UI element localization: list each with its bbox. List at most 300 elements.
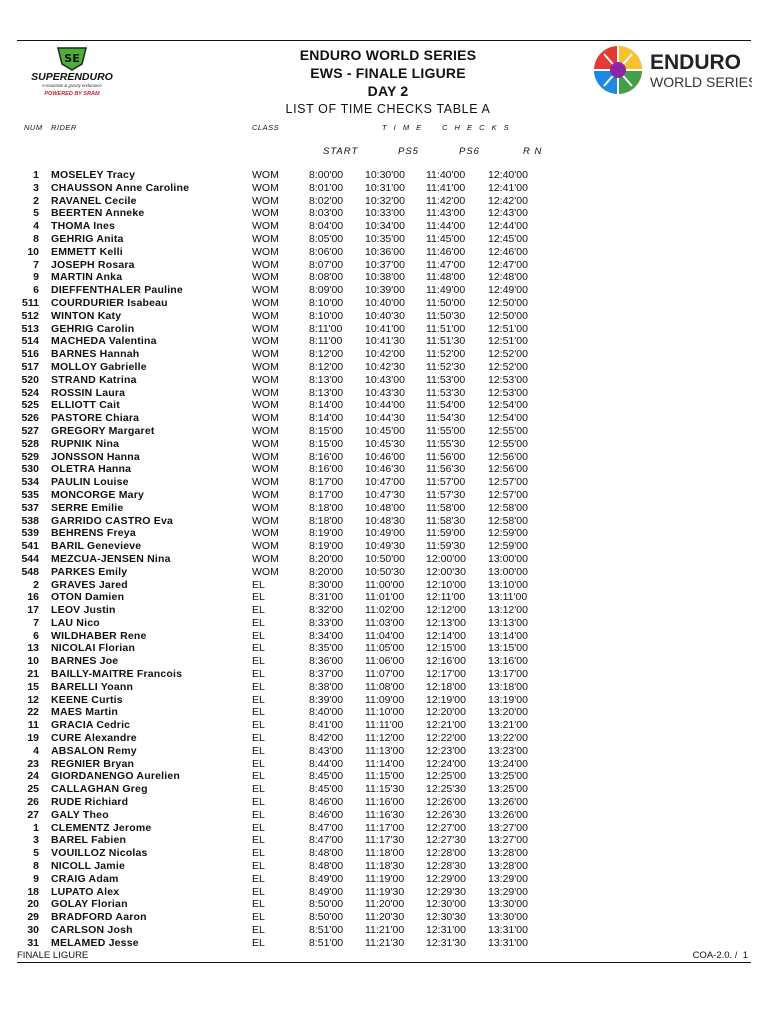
table-row	[0, 374, 768, 387]
ps5-time: 10:46'00	[365, 450, 405, 463]
ps5-time: 11:06'00	[365, 655, 405, 668]
column-rn: R N	[523, 146, 543, 157]
table-row	[0, 246, 768, 259]
ps6-time: 11:53'30	[426, 386, 466, 399]
start-time: 8:39'00	[309, 693, 344, 706]
rn-time: 12:46'00	[488, 245, 528, 258]
rn-time: 12:48'00	[488, 271, 528, 284]
table-row	[0, 425, 768, 438]
rn-time: 13:30'00	[488, 911, 528, 924]
svg-text:SUPERENDURO: SUPERENDURO	[31, 71, 113, 83]
start-time: 8:16'00	[309, 450, 344, 463]
rider-number: 11	[27, 719, 39, 732]
ps5-time: 11:09'00	[365, 693, 405, 706]
ps5-time: 10:49'00	[365, 527, 405, 540]
table-row	[0, 745, 768, 758]
rider-number: 1	[33, 169, 39, 181]
rider-name: RAVANEL Cecile	[51, 194, 137, 207]
rider-class: EL	[252, 578, 265, 591]
start-time: 8:15'00	[309, 424, 344, 437]
rn-time: 12:59'00	[488, 527, 528, 540]
event-title: EWS - FINALE LIGURE	[310, 65, 466, 81]
rider-name: ABSALON Remy	[51, 744, 137, 757]
table-row	[0, 937, 768, 950]
ps6-time: 11:56'00	[426, 450, 466, 463]
table-row	[0, 438, 768, 451]
svg-text:POWERED BY SRAM: POWERED BY SRAM	[44, 91, 100, 97]
rider-class: EL	[252, 847, 265, 860]
start-time: 8:49'00	[309, 872, 344, 885]
list-subtitle: LIST OF TIME CHECKS TABLE A	[285, 102, 491, 116]
ps6-time: 11:57'00	[426, 476, 466, 489]
rider-class: EL	[252, 706, 265, 719]
start-time: 8:08'00	[309, 271, 344, 284]
rider-name: JOSEPH Rosara	[51, 258, 135, 271]
ps5-time: 10:39'00	[365, 284, 405, 297]
ps5-time: 10:43'00	[365, 373, 405, 386]
rider-name: KEENE Curtis	[51, 693, 123, 706]
rn-time: 12:59'00	[488, 540, 528, 553]
ps5-time: 10:31'00	[365, 181, 405, 194]
table-row	[0, 476, 768, 489]
table-row	[0, 668, 768, 681]
table-row	[0, 463, 768, 476]
table-row	[0, 259, 768, 272]
ps6-time: 11:50'00	[426, 296, 466, 309]
rider-number: 15	[27, 680, 39, 693]
ps6-time: 12:00'00	[426, 552, 466, 565]
rider-class: WOM	[252, 463, 279, 476]
table-row	[0, 566, 768, 579]
rn-time: 13:22'00	[488, 732, 528, 745]
rider-number: 18	[27, 885, 39, 898]
rider-class: WOM	[252, 527, 279, 540]
ps6-time: 12:22'00	[426, 732, 466, 745]
svg-text:WORLD SERIES: WORLD SERIES	[650, 74, 752, 90]
rn-time: 13:15'00	[488, 642, 528, 655]
ps6-time: 11:44'00	[426, 220, 466, 233]
table-row	[0, 604, 768, 617]
table-row	[0, 911, 768, 924]
start-time: 8:48'00	[309, 860, 344, 873]
rn-time: 13:29'00	[488, 872, 528, 885]
start-time: 8:02'00	[309, 194, 344, 207]
day-title: DAY 2	[367, 83, 409, 99]
rn-time: 13:28'00	[488, 860, 528, 873]
ps5-time: 10:42'00	[365, 348, 405, 361]
start-time: 8:37'00	[309, 668, 344, 681]
ps6-time: 11:51'00	[426, 322, 466, 335]
start-time: 8:20'00	[309, 565, 344, 578]
table-row	[0, 719, 768, 732]
ps6-time: 11:55'30	[426, 437, 466, 450]
start-time: 8:49'00	[309, 885, 344, 898]
ps5-time: 10:36'00	[365, 245, 405, 258]
rider-class: WOM	[252, 565, 279, 578]
ps6-time: 12:27'00	[426, 821, 466, 834]
rider-class: EL	[252, 616, 265, 629]
rider-name: WINTON Katy	[51, 309, 122, 322]
rider-name: CLEMENTZ Jerome	[51, 821, 152, 834]
rider-class: WOM	[252, 232, 279, 245]
time-checks-table	[0, 169, 768, 950]
ps6-time: 11:40'00	[426, 169, 466, 181]
rn-time: 12:53'00	[488, 373, 528, 386]
rn-time: 12:40'00	[488, 169, 528, 181]
table-row	[0, 886, 768, 899]
rider-number: 3	[33, 181, 39, 194]
start-time: 8:30'00	[309, 578, 344, 591]
table-row	[0, 220, 768, 233]
rider-number: 27	[27, 808, 39, 821]
rider-number: 3	[33, 834, 39, 847]
ps5-time: 10:48'30	[365, 514, 405, 527]
rn-time: 13:00'00	[488, 552, 528, 565]
rn-time: 12:51'00	[488, 335, 528, 348]
rider-name: GEHRIG Anita	[51, 232, 124, 245]
ps5-time: 10:48'00	[365, 501, 405, 514]
table-row	[0, 195, 768, 208]
ps5-time: 11:07'00	[365, 668, 405, 681]
rn-time: 13:17'00	[488, 668, 528, 681]
rider-number: 1	[33, 821, 39, 834]
ps5-time: 11:19'30	[365, 885, 405, 898]
rider-number: 535	[21, 488, 39, 501]
rider-number: 17	[27, 604, 39, 617]
rider-name: MACHEDA Valentina	[51, 335, 157, 348]
ps5-time: 11:15'00	[365, 770, 405, 783]
ps6-time: 11:56'30	[426, 463, 466, 476]
start-time: 8:10'00	[309, 296, 344, 309]
rider-name: EMMETT Kelli	[51, 245, 123, 258]
ps6-time: 12:16'00	[426, 655, 466, 668]
rider-class: EL	[252, 744, 265, 757]
table-row	[0, 361, 768, 374]
ps5-time: 10:45'00	[365, 424, 405, 437]
rider-name: LUPATO Alex	[51, 885, 120, 898]
rider-number: 12	[27, 693, 39, 706]
rider-class: EL	[252, 860, 265, 873]
rider-class: EL	[252, 834, 265, 847]
ps6-time: 12:31'00	[426, 924, 466, 937]
rn-time: 12:45'00	[488, 232, 528, 245]
rn-time: 12:44'00	[488, 220, 528, 233]
start-time: 8:16'00	[309, 463, 344, 476]
ps5-time: 10:37'00	[365, 258, 405, 271]
rider-name: BEHRENS Freya	[51, 527, 136, 540]
rn-time: 12:41'00	[488, 181, 528, 194]
rider-name: CURE Alexandre	[51, 732, 137, 745]
table-row	[0, 834, 768, 847]
rider-name: THOMA Ines	[51, 220, 116, 233]
rider-name: MOLLOY Gabrielle	[51, 360, 147, 373]
table-row	[0, 847, 768, 860]
table-row	[0, 553, 768, 566]
start-time: 8:47'00	[309, 821, 344, 834]
rider-name: BAREL Fabien	[51, 834, 127, 847]
ps5-time: 10:40'00	[365, 296, 405, 309]
start-time: 8:09'00	[309, 284, 344, 297]
rider-number: 526	[21, 412, 39, 425]
rider-class: EL	[252, 936, 265, 949]
rider-class: WOM	[252, 194, 279, 207]
ps5-time: 10:43'30	[365, 386, 405, 399]
rider-class: WOM	[252, 245, 279, 258]
table-row	[0, 822, 768, 835]
start-time: 8:42'00	[309, 732, 344, 745]
rider-name: OTON Damien	[51, 591, 125, 604]
rider-name: MEZCUA-JENSEN Nina	[51, 552, 171, 565]
ps5-time: 11:00'00	[365, 578, 405, 591]
rn-time: 13:25'00	[488, 783, 528, 796]
ps5-time: 10:50'30	[365, 565, 405, 578]
ps6-time: 12:27'30	[426, 834, 466, 847]
rider-class: WOM	[252, 476, 279, 489]
ps6-time: 12:26'30	[426, 808, 466, 821]
rider-name: BARNES Joe	[51, 655, 119, 668]
rider-class: WOM	[252, 207, 279, 220]
ps6-time: 12:13'00	[426, 616, 466, 629]
start-time: 8:51'00	[309, 936, 344, 949]
rider-number: 527	[21, 424, 39, 437]
ps6-time: 12:18'00	[426, 680, 466, 693]
rider-number: 8	[33, 232, 39, 245]
rider-number: 4	[33, 220, 39, 233]
ps6-time: 11:42'00	[426, 194, 466, 207]
start-time: 8:13'00	[309, 386, 344, 399]
rider-name: MOSELEY Tracy	[51, 169, 136, 181]
ps6-time: 11:46'00	[426, 245, 466, 258]
ps5-time: 11:17'30	[365, 834, 405, 847]
start-time: 8:14'00	[309, 412, 344, 425]
column-start: START	[323, 146, 359, 157]
rider-name: NICOLL Jamie	[51, 860, 125, 873]
ps5-time: 10:38'00	[365, 271, 405, 284]
ps6-time: 11:54'00	[426, 399, 466, 412]
ps5-time: 10:45'30	[365, 437, 405, 450]
start-time: 8:06'00	[309, 245, 344, 258]
ps6-time: 11:52'00	[426, 348, 466, 361]
rider-number: 528	[21, 437, 39, 450]
series-title: ENDURO WORLD SERIES	[299, 47, 477, 63]
enduro-world-series-logo	[592, 44, 752, 96]
rn-time: 13:29'00	[488, 885, 528, 898]
ps6-time: 12:10'00	[426, 578, 466, 591]
rn-time: 13:26'00	[488, 808, 528, 821]
rn-time: 13:27'00	[488, 821, 528, 834]
rider-number: 9	[33, 271, 39, 284]
table-row	[0, 207, 768, 220]
rider-class: EL	[252, 680, 265, 693]
rider-class: WOM	[252, 399, 279, 412]
start-time: 8:04'00	[309, 220, 344, 233]
rider-class: EL	[252, 604, 265, 617]
rider-class: EL	[252, 911, 265, 924]
rider-name: CALLAGHAN Greg	[51, 783, 148, 796]
ps6-time: 11:54'30	[426, 412, 466, 425]
rider-number: 538	[21, 514, 39, 527]
table-row	[0, 387, 768, 400]
report-header	[240, 46, 536, 116]
rider-class: WOM	[252, 488, 279, 501]
table-row	[0, 284, 768, 297]
rider-class: WOM	[252, 169, 279, 181]
rider-class: EL	[252, 885, 265, 898]
start-time: 8:11'00	[309, 322, 343, 335]
rider-number: 2	[33, 578, 39, 591]
ps6-time: 11:47'00	[426, 258, 466, 271]
rn-time: 13:24'00	[488, 757, 528, 770]
rider-name: OLETRA Hanna	[51, 463, 132, 476]
rider-number: 25	[27, 783, 39, 796]
ps5-time: 11:20'00	[365, 898, 405, 911]
rn-time: 12:50'00	[488, 309, 528, 322]
table-row	[0, 412, 768, 425]
ps6-time: 12:19'00	[426, 693, 466, 706]
rider-name: CARLSON Josh	[51, 924, 133, 937]
rider-name: ROSSIN Laura	[51, 386, 126, 399]
rider-name: NICOLAI Florian	[51, 642, 136, 655]
rider-number: 10	[27, 655, 39, 668]
column-time-checks: T I M E C H E C K S	[382, 123, 512, 132]
rider-name: GARRIDO CASTRO Eva	[51, 514, 174, 527]
rider-name: BARNES Hannah	[51, 348, 140, 361]
start-time: 8:17'00	[309, 488, 344, 501]
ps5-time: 11:01'00	[365, 591, 405, 604]
rider-class: EL	[252, 783, 265, 796]
table-row	[0, 502, 768, 515]
ps6-time: 11:43'00	[426, 207, 466, 220]
table-row	[0, 706, 768, 719]
table-row	[0, 796, 768, 809]
table-row	[0, 630, 768, 643]
rider-class: WOM	[252, 220, 279, 233]
rider-class: WOM	[252, 501, 279, 514]
ps5-time: 11:20'30	[365, 911, 405, 924]
rn-time: 12:57'00	[488, 476, 528, 489]
rider-number: 20	[27, 898, 39, 911]
rider-name: GREGORY Margaret	[51, 424, 155, 437]
ps5-time: 11:13'00	[365, 744, 405, 757]
ps5-time: 10:40'30	[365, 309, 405, 322]
rider-name: MARTIN Anka	[51, 271, 123, 284]
rider-name: JONSSON Hanna	[51, 450, 140, 463]
ps5-time: 11:17'00	[365, 821, 405, 834]
rider-name: GALY Theo	[51, 808, 109, 821]
rider-number: 548	[21, 565, 39, 578]
rider-number: 537	[21, 501, 39, 514]
table-row	[0, 783, 768, 796]
rider-number: 6	[33, 284, 39, 297]
rider-number: 29	[27, 911, 39, 924]
table-row	[0, 681, 768, 694]
ps6-time: 11:58'30	[426, 514, 466, 527]
rider-number: 2	[33, 194, 39, 207]
rider-number: 8	[33, 860, 39, 873]
ps6-time: 12:12'00	[426, 604, 466, 617]
ps5-time: 11:16'00	[365, 796, 405, 809]
rider-name: BEERTEN Anneke	[51, 207, 145, 220]
table-row	[0, 399, 768, 412]
table-row	[0, 591, 768, 604]
table-row	[0, 694, 768, 707]
ps6-time: 11:58'00	[426, 501, 466, 514]
rn-time: 13:30'00	[488, 898, 528, 911]
table-row	[0, 169, 768, 182]
rider-number: 26	[27, 796, 39, 809]
ps6-time: 12:28'30	[426, 860, 466, 873]
table-row	[0, 489, 768, 502]
rider-number: 513	[21, 322, 39, 335]
rider-class: EL	[252, 796, 265, 809]
ps5-time: 10:47'00	[365, 476, 405, 489]
table-row	[0, 617, 768, 630]
table-row	[0, 515, 768, 528]
rider-name: RUPNIK Nina	[51, 437, 120, 450]
ps6-time: 12:30'30	[426, 911, 466, 924]
table-row	[0, 540, 768, 553]
table-row	[0, 297, 768, 310]
table-row	[0, 451, 768, 464]
rider-number: 7	[33, 616, 39, 629]
ps6-time: 12:21'00	[426, 719, 466, 732]
rn-time: 12:42'00	[488, 194, 528, 207]
rn-time: 13:31'00	[488, 924, 528, 937]
ps5-time: 11:21'00	[365, 924, 405, 937]
rider-class: EL	[252, 808, 265, 821]
rider-number: 30	[27, 924, 39, 937]
rider-class: WOM	[252, 271, 279, 284]
ps5-time: 11:19'00	[365, 872, 405, 885]
rn-time: 13:26'00	[488, 796, 528, 809]
rn-time: 13:21'00	[488, 719, 528, 732]
rider-class: EL	[252, 821, 265, 834]
rider-name: BARELLI Yoann	[51, 680, 134, 693]
superenduro-logo	[22, 46, 122, 100]
rider-number: 516	[21, 348, 39, 361]
ps5-time: 11:08'00	[365, 680, 405, 693]
ps5-time: 11:05'00	[365, 642, 405, 655]
ps6-time: 11:45'00	[426, 232, 466, 245]
ps5-time: 10:34'00	[365, 220, 405, 233]
ps5-time: 11:02'00	[365, 604, 405, 617]
ps5-time: 11:11'00	[365, 719, 404, 732]
ps6-time: 12:29'30	[426, 885, 466, 898]
rider-class: WOM	[252, 309, 279, 322]
start-time: 8:51'00	[309, 924, 344, 937]
rider-number: 19	[27, 732, 39, 745]
ps6-time: 11:57'30	[426, 488, 466, 501]
start-time: 8:11'00	[309, 335, 343, 348]
rn-time: 12:47'00	[488, 258, 528, 271]
rider-number: 23	[27, 757, 39, 770]
table-row	[0, 348, 768, 361]
ps5-time: 11:12'00	[365, 732, 405, 745]
rider-class: WOM	[252, 360, 279, 373]
ps5-time: 10:30'00	[365, 169, 405, 181]
start-time: 8:10'00	[309, 309, 344, 322]
rider-number: 7	[33, 258, 39, 271]
rn-time: 12:50'00	[488, 296, 528, 309]
rn-time: 13:18'00	[488, 680, 528, 693]
rider-name: BRADFORD Aaron	[51, 911, 147, 924]
ps5-time: 11:21'30	[365, 936, 405, 949]
ps6-time: 12:29'00	[426, 872, 466, 885]
rider-class: WOM	[252, 181, 279, 194]
rider-name: BAILLY-MAITRE Francois	[51, 668, 183, 681]
rider-class: EL	[252, 642, 265, 655]
ps5-time: 10:46'30	[365, 463, 405, 476]
